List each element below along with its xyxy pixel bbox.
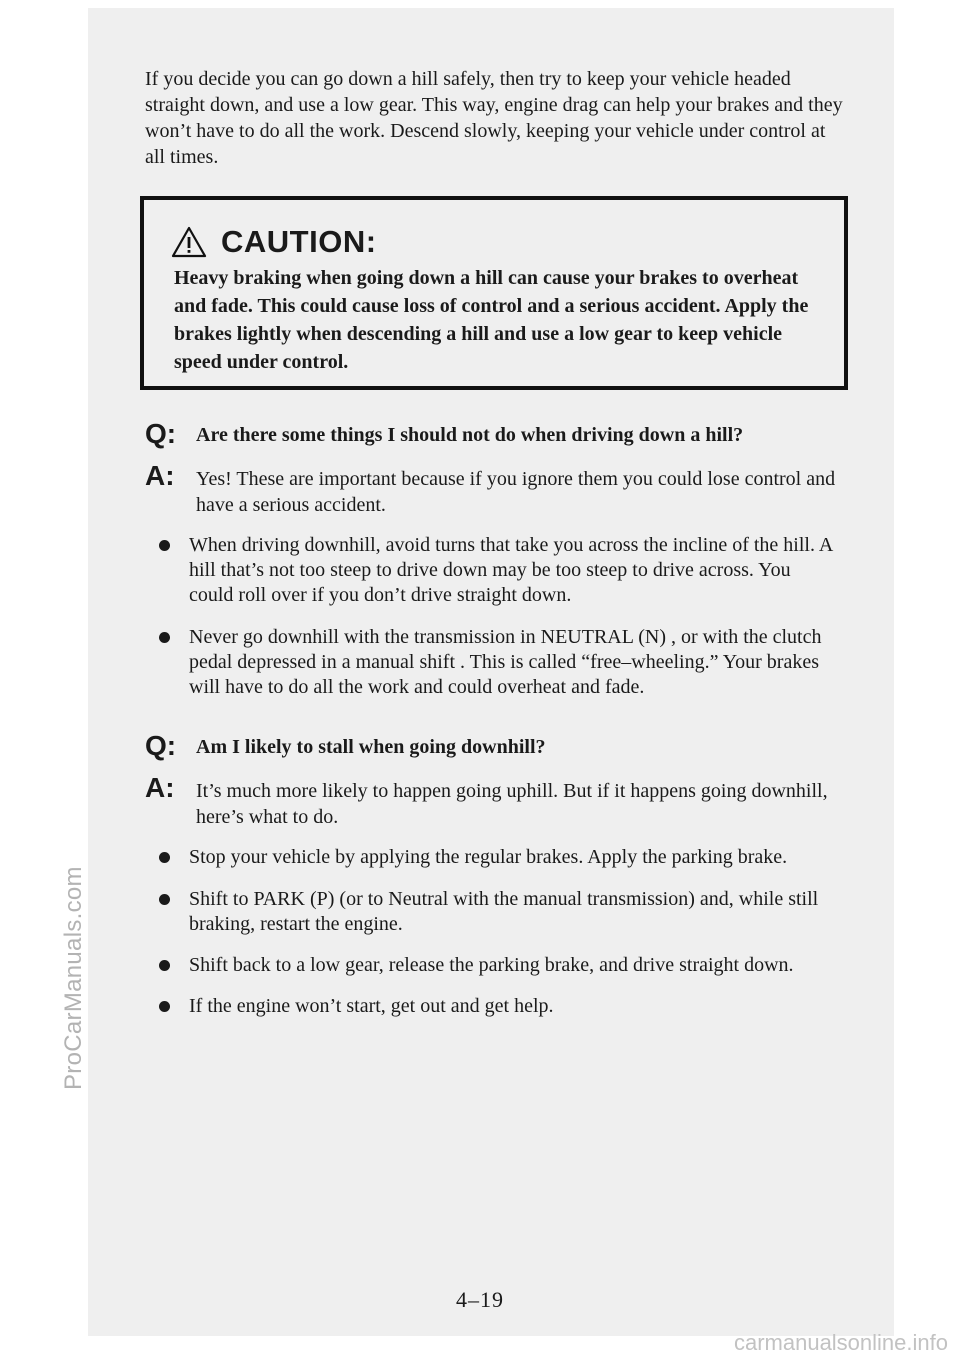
- list-item-text: Shift to PARK (P) (or to Neutral with the manual transmission) and, while still braking, restart the engine.: [189, 888, 819, 935]
- bullet-list-1: [155, 533, 835, 700]
- bullet-icon: [159, 852, 170, 863]
- caution-header: [171, 224, 377, 260]
- answer-mark-label: A:: [145, 772, 175, 803]
- page-number: 4–19: [456, 1287, 504, 1312]
- list-item: [155, 994, 835, 1019]
- list-item-text: Stop your vehicle by applying the regular brakes. Apply the parking brake.: [189, 846, 788, 868]
- list-item: [155, 953, 835, 978]
- question-mark-label: Q:: [145, 418, 177, 449]
- side-watermark: ProCarManuals.com: [60, 866, 87, 1090]
- warning-triangle-icon: [171, 226, 207, 258]
- list-item: [155, 845, 835, 870]
- answer-mark-label: A:: [145, 460, 175, 491]
- bullet-icon: [159, 960, 170, 971]
- answer-text: It’s much more likely to happen going uphill. But if it happens going downhill, here’s what to do.: [196, 780, 828, 828]
- caution-box: [140, 196, 848, 390]
- bullet-icon: [159, 894, 170, 905]
- question-1: [145, 418, 845, 458]
- list-item-text: When driving downhill, avoid turns that take you across the incline of the hill. A hill that’s not too steep to drive down may be too steep to drive across. You could roll over if you don’t drive straight down.: [189, 534, 833, 606]
- bullet-icon: [159, 1001, 170, 1012]
- intro-paragraph: If you decide you can go down a hill safely, then try to keep your vehicle headed straight down, and use a low gear. This way, engine drag can help your brakes and they won’t have to do all the work. Descend slowly, keeping your vehicle under control at all times.: [145, 68, 843, 168]
- bullet-icon: [159, 540, 170, 551]
- question-text: Am I likely to stall when going downhill?: [196, 736, 546, 758]
- caution-title: CAUTION:: [221, 224, 377, 259]
- answer-1: [145, 460, 845, 520]
- list-item-text: Shift back to a low gear, release the parking brake, and drive straight down.: [189, 954, 794, 976]
- answer-text: Yes! These are important because if you ignore them you could lose control and have a serious accident.: [196, 468, 836, 516]
- list-item: [155, 533, 835, 608]
- caution-text: Heavy braking when going down a hill can cause your brakes to overheat and fade. This could cause loss of control and a serious accident. Apply the brakes lightly when descending a hill and use a low gear to keep vehicle speed under control.: [174, 267, 809, 373]
- bullet-list-2: [155, 845, 835, 1019]
- list-item: [155, 887, 835, 937]
- question-2: [145, 730, 845, 770]
- list-item-text: If the engine won’t start, get out and get help.: [189, 995, 554, 1017]
- question-mark-label: Q:: [145, 730, 177, 761]
- question-text: Are there some things I should not do when driving down a hill?: [196, 424, 744, 446]
- list-item-text: Never go downhill with the transmission in NEUTRAL (N) , or with the clutch pedal depressed in a manual shift . This is called “free–wheeling.” Your brakes will have to do all the work and could overheat and fade.: [189, 626, 822, 698]
- list-item: [155, 625, 835, 700]
- bottom-watermark: carmanualsonline.info: [733, 1330, 948, 1355]
- bullet-icon: [159, 632, 170, 643]
- answer-2: [145, 772, 845, 832]
